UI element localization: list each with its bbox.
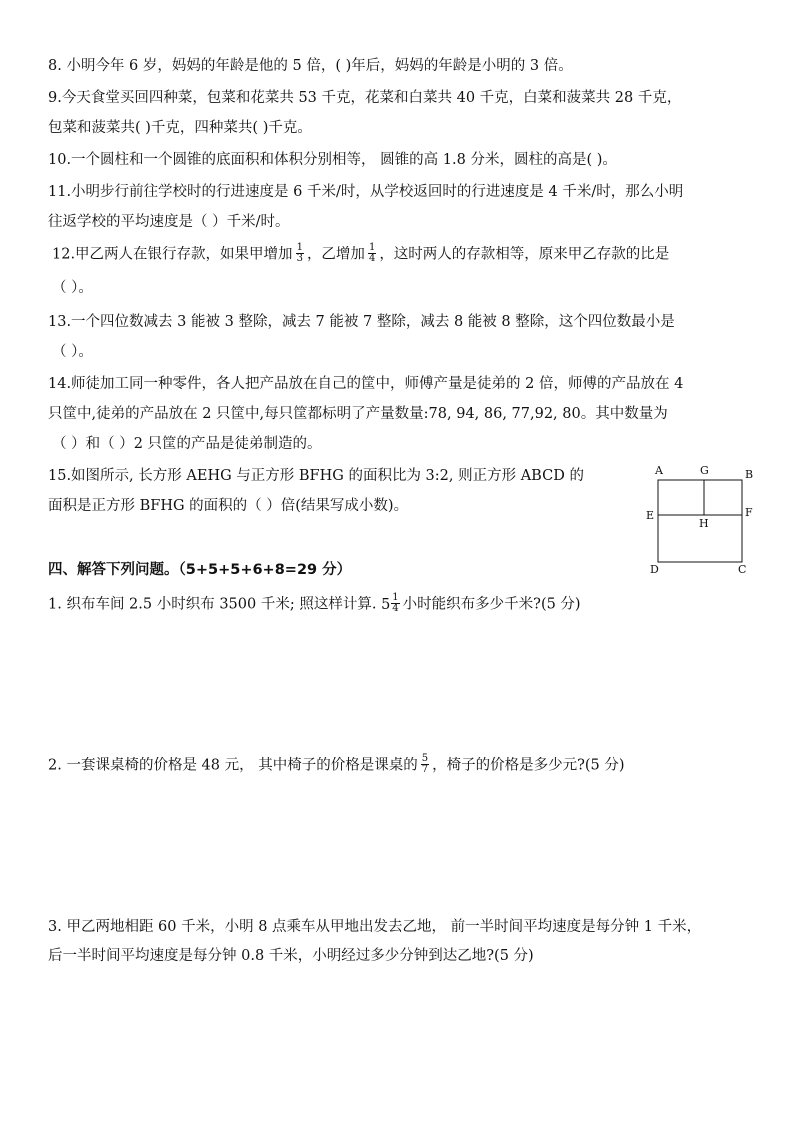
question-9-line-2: 包菜和菠菜共( )千克，四种菜共( )千克。	[48, 120, 312, 136]
geometry-figure	[642, 460, 762, 580]
fraction-denominator: 4	[368, 253, 376, 264]
solve-question-1-text-a: 1. 织布车间 2.5 小时织布 3500 千米; 照这样计算.	[48, 596, 382, 613]
fraction-denominator: 3	[296, 253, 303, 264]
label-c: C	[738, 563, 747, 576]
question-10: 10.一个圆柱和一个圆锥的底面积和体积分别相等， 圆锥的高 1.8 分米，圆柱的高是( )。	[48, 152, 617, 168]
label-a: A	[655, 464, 663, 477]
question-12-text-c: ，这时两人的存款相等，原来甲乙存款的比是	[379, 246, 670, 263]
fraction-numerator: 1	[296, 242, 303, 253]
fraction-numerator: 1	[368, 242, 376, 253]
question-13-line-1: 13.一个四位数减去 3 能被 3 整除，减去 7 能被 7 整除，减去 8 能被 8 整除，这个四位数最小是	[48, 314, 675, 330]
question-13-line-2: （ ）。	[52, 344, 93, 360]
question-12-line-2: （ ）。	[52, 280, 93, 296]
mixed-fraction	[391, 593, 399, 614]
fraction-one-quarter	[368, 243, 376, 264]
label-g: G	[700, 464, 709, 477]
label-d: D	[650, 563, 659, 576]
question-12-text-b: ，乙增加	[306, 246, 365, 263]
question-8: 8. 小明今年 6 岁，妈妈的年龄是他的 5 倍，( )年后，妈妈的年龄是小明的 3 倍。	[48, 58, 573, 74]
solve-question-3-line-1: 3. 甲乙两地相距 60 千米，小明 8 点乘车从甲地出发去乙地， 前一半时间平均速度是每分钟 1 千米，	[48, 919, 702, 935]
solve-question-2-text-a: 2. 一套课桌椅的价格是 48 元， 其中椅子的价格是课桌的	[48, 757, 418, 774]
question-11-line-1: 11.小明步行前往学校时的行进速度是 6 千米/时，从学校返回时的行进速度是 4 千米/时，那么小明	[48, 184, 684, 200]
solve-question-3-line-2: 后一半时间平均速度是每分钟 0.8 千米，小明经过多少分钟到达乙地?(5 分)	[48, 948, 534, 964]
label-h: H	[699, 517, 709, 530]
question-11-line-2: 往返学校的平均速度是（ ）千米/时。	[48, 214, 290, 230]
fraction-one-third	[296, 243, 304, 264]
fraction-five-sevenths	[421, 754, 429, 775]
fraction-denominator: 4	[392, 603, 399, 614]
fraction-numerator: 1	[392, 592, 399, 603]
question-14-line-2: 只筐中,徒弟的产品放在 2 只筐中,每只筐都标明了产量数量:78, 94, 86, 77,92, 80。其中数量为	[48, 406, 668, 422]
fraction-numerator: 5	[421, 753, 429, 764]
solve-question-2-text-b: ，椅子的价格是多少元?(5 分)	[432, 757, 625, 774]
section-4-heading: 四、解答下列问题。（5+5+5+6+8=29 分）	[48, 562, 352, 578]
question-15-line-1: 15.如图所示, 长方形 AEHG 与正方形 BFHG 的面积比为 3:2, 则正方形 ABCD 的	[48, 468, 584, 484]
mixed-whole: 5	[381, 596, 391, 613]
question-14-line-1: 14.师徒加工同一种零件，各人把产品放在自己的筐中，师傅产量是徒弟的 2 倍，师傅的产品放在 4	[48, 376, 684, 392]
label-f: F	[745, 506, 753, 519]
solve-question-1	[48, 594, 581, 615]
question-12-text-a: 12.甲乙两人在银行存款，如果甲增加	[52, 246, 293, 263]
question-9-line-1: 9.今天食堂买回四种菜，包菜和花菜共 53 千克，花菜和白菜共 40 千克，白菜和菠菜共 28 千克，	[48, 90, 682, 106]
solve-question-2	[48, 755, 625, 776]
question-14-line-3: （ ）和（ ）2 只筐的产品是徒弟制造的。	[52, 436, 322, 452]
mixed-number	[381, 594, 403, 615]
label-b: B	[745, 468, 754, 481]
label-e: E	[646, 509, 655, 522]
question-15-line-2: 面积是正方形 BFHG 的面积的（ ）倍(结果写成小数)。	[48, 498, 409, 514]
question-12-line-1	[52, 244, 669, 265]
solve-question-1-text-b: 小时能织布多少千米?(5 分)	[402, 596, 581, 613]
fraction-denominator: 7	[421, 764, 429, 775]
